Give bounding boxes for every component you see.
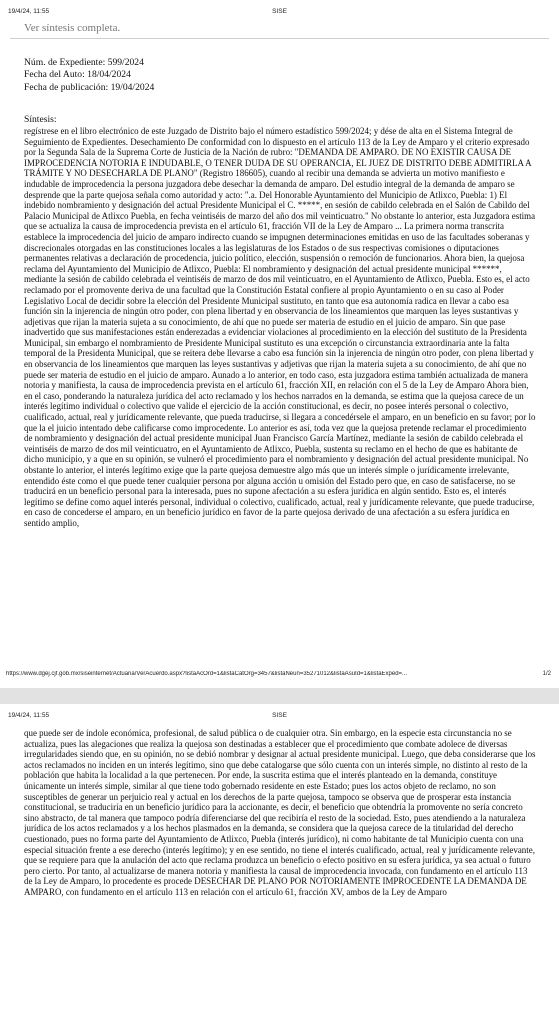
fecha-publicacion-row: Fecha de publicación: 19/04/2024 — [24, 81, 155, 93]
page-number: 1/2 — [542, 671, 551, 677]
print-header — [8, 712, 551, 722]
print-title: SISE — [272, 8, 287, 15]
divider — [10, 38, 549, 39]
print-header — [8, 8, 551, 18]
fecha-publicacion-value: 19/04/2024 — [110, 81, 155, 93]
document-page-2 — [0, 704, 559, 1024]
synthesis-body-part-1: regístrese en el libro electrónico de este Juzgado de Distrito bajo el número estadístico 599/2024; y dése de alta en el Sistema Integral de Seguimiento de Expedientes. Desechamiento De conformidad con lo dispuesto en el artículo 113 de la Ley de Amparo y el criterio expresado por la Segunda Sala de la Suprema Corte de Justicia de la Nación de rubro: "DEMANDA DE AMPARO. DE NO EXISTIR CAUSA DE IMPROCEDENCIA NOTORIA E INDUDABLE, O TENER DUDA DE SU OPERANCIA, EL JUEZ DE DISTRITO DEBE ADMITIRLA A TRÁMITE Y NO DESECHARLA DE PLANO" (Registro 186605), cuando al recibir una demanda se advierta un motivo manifiesto e indudable de improcedencia la persona juzgadora debe desechar la demanda de amparo. Del estudio integral de la demanda de amparo se desprende que la parte quejosa señala como autoridad y acto: ".a. Del Honorable Ayuntamiento del Municipio de Atlixco, Puebla: 1) El indebido nombramiento y designación del actual Presidente Municipal el C. *****, en sesión de cabildo celebrada en el Salón de Cabildo del Palacio Municipal de Atlixco Puebla, en fecha veintiséis de marzo del año dos mil veinticuatro." No obstante lo anterior, esta Juzgadora estima que se actualiza la causa de improcedencia prevista en el artículo 61, fracción VII de la Ley de Amparo ... La primera norma transcrita establece la improcedencia del juicio de amparo indirecto cuando se impugnen determinaciones emitidas en uso de las facultades soberanas y discrecionales otorgadas en las constituciones locales a las legislaturas de los Estados o de sus respectivas comisiones o diputaciones permanentes relativas a declaración de procedencia, juicio político, elección, suspensión o remoción de funcionarios. Ahora bien, la quejosa reclama del Ayuntamiento del Municipio de Atlixco, Puebla: El nombramiento y designación del actual presidente municipal ******, mediante la sesión de cabildo celebrada el veintiséis de marzo de dos mil veinticuatro, en el Ayuntamiento de Atlixco, Puebla. Esto es, el acto reclamado por el promovente deriva de una facultad que la Constitución Estatal confiere al propio Ayuntamiento o en su caso al Poder Legislativo Local de decidir sobre la elección del Presidente Municipal sustituto, en tanto que esa autonomía radica en llevar a cabo esa función sin la injerencia de ningún otro poder, con plena libertad y en observancia de los lineamientos que marquen las leyes sustantivas y adjetivas que rijan la materia sujeta a su conocimiento, de ahí que no puede ser materia de estudio en el juicio de amparo. Sin que pase inadvertido que sus manifestaciones están enderezadas a evidenciar violaciones al procedimiento en la elección del sustituto de la Presidenta Municipal, sin embargo el nombramiento de Presidente Municipal sustituto es una excepción o circunstancia extraordinaria ante la falta temporal de la Presidenta Municipal, que se reitera debe llevarse a cabo esa función sin la injerencia de ningún otro poder, con plena libertad y en observancia de los lineamientos que marquen las leyes sustantivas y adjetivas que rijan la materia sujeta a su conocimiento, de ahí que no puede ser materia de estudio en el juicio de amparo. Aunado a lo anterior, en todo caso, esta juzgadora estima también actualizada de manera notoria y manifiesta, la causa de improcedencia prevista en el artículo 61, fracción XII, en relación con el 5 de la Ley de Amparo Ahora bien, en el caso, ponderando la naturaleza jurídica del acto reclamado y los hechos narrados en la demanda, se estima que la quejosa carece de un interés legítimo individual o colectivo que valide el ejercicio de la acción constitucional, es decir, no posee interés personal o colectivo, cualificado, actual, real y jurídicamente relevante, que pueda traducirse, si llegara a concedérsele el amparo, en un beneficio en su favor; por lo que la el juicio intentado debe calificarse como improcedente. Lo anterior es así, toda vez que la quejosa pretende reclamar el procedimiento de nombramiento y designación del actual presidente municipal Juan Francisco García Martínez, mediante la sesión de cabildo celebrada el veintiséis de marzo de dos mil veinticuatro, en el Ayuntamiento de Atlixco, Puebla, sustenta su reclamo en el hecho de que es habitante de dicho municipio, y a que en su opinión, se vulneró el procedimiento para el nombramiento y designación del actual presidente municipal. No obstante lo anterior, el interés legítimo exige que la parte quejosa demuestre algo más que un interés simple o jurídicamente irrelevante, entendido éste como el que puede tener cualquier persona por alguna acción u omisión del Estado pero que, en caso de satisfacerse, no se traducirá en un beneficio personal para la interesada, pues no supone afectación a su esfera jurídica en algún sentido. Esto es, el interés legítimo se define como aquel interés personal, individual o colectivo, cualificado, actual, real y jurídicamente relevante, que puede traducirse, en caso de concederse el amparo, en un beneficio jurídico en favor de la parte quejosa derivado de una afectación a su esfera jurídica en sentido amplio, — [24, 126, 536, 528]
expediente-number: 599/2024 — [107, 57, 144, 68]
print-footer — [6, 671, 551, 680]
case-metadata — [24, 57, 154, 94]
synthesis-body-part-2: que puede ser de índole económica, profesional, de salud pública o de cualquier otra. Sin embargo, en la especie esta circunstancia no se actualiza, pues las alegaciones que realiza la quejosa son destinadas a establecer que el procedimiento que combate adolece de diversas irregularidades siendo que, en su opinión, no se debió nombrar y designar al actual presidente municipal. Luego, que deba considerarse que los actos reclamados no inciden en un interés legítimo, sino que debe catalogarse que sólo cuenta con un interés simple, no distinto al resto de la población que habita la localidad a la que pertenecen. Por ende, la suscrita estima que el interés planteado en la demanda, constituye únicamente un interés simple, similar al que tiene todo gobernado residente en este Estado; pues los actos objeto de reclamo, no son susceptibles de generar un perjuicio real y actual en los derechos de la parte quejosa, tampoco se observa que de prosperar esta instancia constitucional, se traduciría en un beneficio jurídico para la accionante, es decir, el beneficio que obtendría la promovente no sería concreto sino abstracto, de tal manera que tampoco podría diferenciarse del que recibiría el resto de la sociedad. Esto, pues atendiendo a la naturaleza jurídica de los actos reclamados y a los hechos plasmados en la demanda, se considera que la quejosa carece de la titularidad del derecho cuestionado, pues no forma parte del Ayuntamiento de Atlixco, Puebla (interés jurídico), ni como habitante de tal Municipio cuenta con una especial situación frente a ese derecho (interés legítimo); y en ese sentido, no tiene el interés cualificado, actual, real y jurídicamente relevante, que se requiere para que la anulación del acto que reclama produzca un beneficio o efecto positivo en su esfera jurídica, ya sea actual o futuro pero cierto. Por tanto, al actualizarse de manera notoria y manifiesta la causal de improcedencia invocada, con fundamento en el artículo 113 de la Ley de Amparo, lo procedente es procede DESECHAR DE PLANO POR NOTORIAMENTE IMPROCEDENTE LA DEMANDA DE AMPARO, con fundamento en el artículo 113 en relación con el artículo 61, fracción XV, ambos de la Ley de Amparo — [24, 728, 536, 897]
fecha-auto-row: Fecha del Auto: 18/04/2024 — [24, 69, 131, 81]
print-timestamp: 19/4/24, 11:55 — [8, 712, 50, 719]
view-full-synthesis-link[interactable]: Ver síntesis completa. — [24, 22, 121, 34]
footer-url: https://www.dgej.cjf.gob.mx/siseinternet/Actuaria/VerAcuerdo.aspx?listaAcOrd=1&listaCatOrg=3457&listaNeun=35271012&listaAsuId=1&listaExped=... — [6, 671, 408, 677]
print-timestamp: 19/4/24, 11:55 — [8, 8, 50, 15]
fecha-auto-value: 18/04/2024 — [87, 69, 131, 81]
print-title: SISE — [272, 712, 287, 719]
expediente-row: Núm. de Expediente: 599/2024 — [24, 57, 144, 68]
synthesis-label: Síntesis: — [24, 114, 57, 125]
